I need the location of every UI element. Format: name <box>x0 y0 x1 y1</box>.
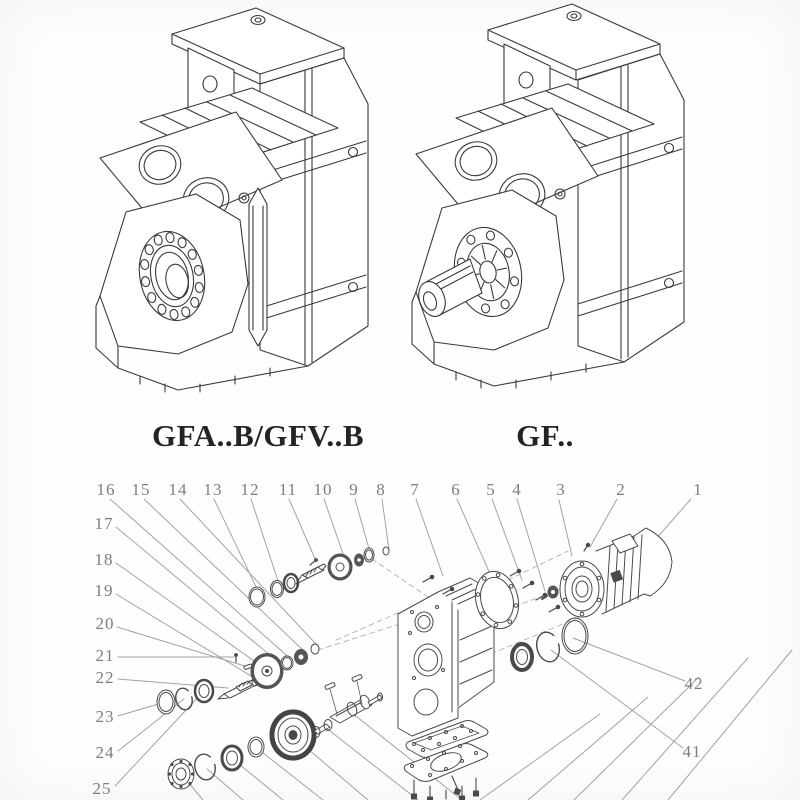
motor <box>560 528 672 617</box>
callout-9: 9 <box>349 480 359 499</box>
callout-21: 21 <box>95 646 115 665</box>
gfab-gear-unit-drawing <box>96 8 368 392</box>
callout-41: 41 <box>682 742 702 761</box>
callout-22: 22 <box>95 668 115 687</box>
callout-20: 20 <box>95 614 115 633</box>
callout-15: 15 <box>131 480 151 499</box>
gf-gear-unit-drawing <box>412 4 684 388</box>
callout-11: 11 <box>278 480 298 499</box>
callout-18: 18 <box>94 550 114 569</box>
callout-10: 10 <box>313 480 333 499</box>
callout-23: 23 <box>95 707 115 726</box>
callout-17: 17 <box>94 514 114 533</box>
callout-16: 16 <box>96 480 116 499</box>
callout-25: 25 <box>92 779 112 798</box>
exploded-view <box>157 528 672 800</box>
callout-14: 14 <box>168 480 188 499</box>
model-label-gf: GF.. <box>516 418 574 453</box>
callout-6: 6 <box>451 480 461 499</box>
output-side-rings <box>512 618 588 670</box>
callout-13: 13 <box>203 480 223 499</box>
model-label-gfab-gfv: GFA..B/GFV..B <box>151 418 365 453</box>
callout-24: 24 <box>95 743 115 762</box>
intermediate-gear-cluster <box>157 644 319 714</box>
callout-3: 3 <box>556 480 566 499</box>
callout-4: 4 <box>512 480 522 499</box>
callout-8: 8 <box>376 480 386 499</box>
callout-1: 1 <box>693 480 703 499</box>
callout-42: 42 <box>684 674 704 693</box>
callout-5: 5 <box>486 480 496 499</box>
callout-12: 12 <box>240 480 260 499</box>
callout-2: 2 <box>616 480 626 499</box>
callout-7: 7 <box>410 480 420 499</box>
callout-19: 19 <box>94 581 114 600</box>
